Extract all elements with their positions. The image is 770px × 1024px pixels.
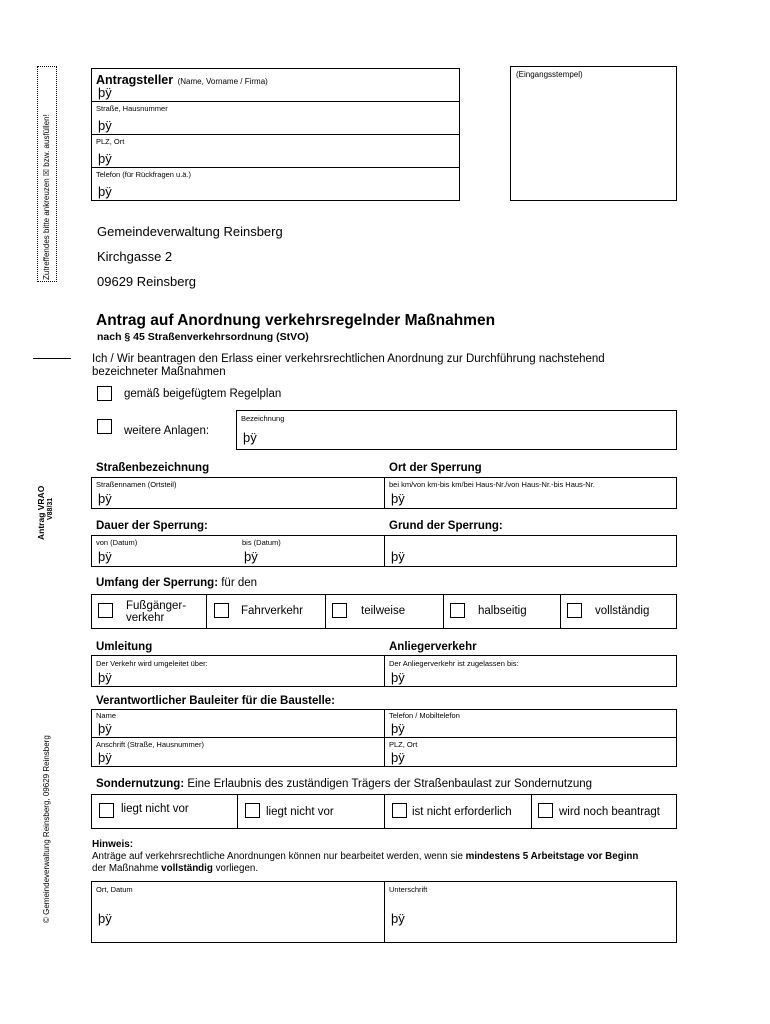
applicant-name-field[interactable]: þÿ — [98, 85, 112, 100]
location-label: bei km/von km-bis km/bei Haus-Nr./von Haus-Nr.-bis Haus-Nr. — [389, 480, 595, 489]
bezeichnung-label: Bezeichnung — [241, 414, 285, 423]
applicant-street-field[interactable]: þÿ — [98, 118, 112, 133]
scope-pedestrian-label-1: Fußgänger- — [126, 600, 187, 612]
special-title: Sondernutzung: Eine Erlaubnis des zuständigen Trägers der Straßenbaulast zur Sondernutzung — [96, 778, 593, 790]
recipient-line2: Kirchgasse 2 — [97, 249, 173, 264]
applicant-title: Antragsteller (Name, Vorname / Firma) — [96, 73, 268, 87]
manager-address-label: Anschrift (Straße, Hausnummer) — [96, 740, 204, 749]
manager-address-field[interactable]: þÿ — [98, 750, 112, 765]
location-field[interactable]: þÿ — [391, 491, 405, 506]
detour-field[interactable]: þÿ — [98, 670, 112, 685]
recipient-line1: Gemeindeverwaltung Reinsberg — [97, 224, 283, 239]
manager-phone-field[interactable]: þÿ — [391, 721, 405, 736]
scope-vehicle-label: Fahrverkehr — [241, 605, 303, 617]
from-label: von (Datum) — [96, 538, 138, 547]
scope-half-checkbox[interactable] — [450, 603, 465, 618]
phone-label: Telefon (für Rückfragen u.ä.) — [96, 170, 192, 179]
signature-field[interactable]: þÿ — [391, 911, 405, 926]
manager-city-field[interactable]: þÿ — [391, 750, 405, 765]
form-id: Antrag VRAO — [36, 485, 46, 540]
duration-title: Dauer der Sperrung: — [96, 520, 208, 532]
access-field[interactable]: þÿ — [391, 670, 405, 685]
stamp-box — [510, 66, 677, 201]
scope-title: Umfang der Sperrung: für den — [96, 577, 258, 589]
fold-mark — [33, 358, 71, 359]
bezeichnung-field[interactable]: þÿ — [243, 430, 257, 445]
stamp-label: (Eingangsstempel) — [516, 70, 583, 79]
location-section-title: Ort der Sperrung — [389, 462, 482, 474]
manager-name-label: Name — [96, 711, 117, 720]
detour-label: Der Verkehr wird umgeleitet über: — [96, 659, 208, 668]
special-opt2-checkbox[interactable] — [245, 803, 260, 818]
scope-full-checkbox[interactable] — [567, 603, 582, 618]
copyright-text: © Gemeindeverwaltung Reinsberg, 09629 Reinsberg — [42, 735, 51, 923]
recipient-line3: 09629 Reinsberg — [97, 274, 197, 289]
hint-line2: der Maßnahme vollständig vorliegen. — [92, 863, 259, 874]
intro-line2: bezeichneter Maßnahmen — [92, 366, 226, 378]
street-section-title: Straßenbezeichnung — [96, 462, 210, 474]
scope-full-label: vollständig — [595, 605, 650, 617]
scope-vehicle-checkbox[interactable] — [214, 603, 229, 618]
intro-line1: Ich / Wir beantragen den Erlass einer verkehrsrechtlichen Anordnung zur Durchführung nachstehend — [92, 353, 605, 365]
manager-title: Verantwortlicher Bauleiter für die Baustelle: — [96, 695, 336, 707]
page-subtitle: nach § 45 Straßenverkehrsordnung (StVO) — [97, 331, 309, 343]
applicant-phone-field[interactable]: þÿ — [98, 184, 112, 199]
manager-city-label: PLZ, Ort — [389, 740, 418, 749]
special-opt1-label: liegt nicht vor — [121, 803, 189, 815]
bezeichnung-box — [236, 410, 677, 450]
special-opt3-label: ist nicht erforderlich — [412, 806, 512, 818]
manager-name-field[interactable]: þÿ — [98, 721, 112, 736]
street-label: Straße, Hausnummer — [96, 104, 168, 113]
regelplan-checkbox[interactable] — [97, 386, 112, 401]
place-date-field[interactable]: þÿ — [98, 911, 112, 926]
hint-line1: Anträge auf verkehrsrechtliche Anordnungen können nur bearbeitet werden, wenn sie mindestens 5 Arbeitstage vor Beginn — [92, 851, 639, 862]
applicant-city-field[interactable]: þÿ — [98, 151, 112, 166]
regelplan-label: gemäß beigefügtem Regelplan — [124, 388, 282, 400]
access-label: Der Anliegerverkehr ist zugelassen bis: — [389, 659, 519, 668]
street-names-field[interactable]: þÿ — [98, 491, 112, 506]
detour-title: Umleitung — [96, 641, 153, 653]
reason-title: Grund der Sperrung: — [389, 520, 503, 532]
page-title: Antrag auf Anordnung verkehrsregelnder Maßnahmen — [96, 312, 496, 329]
street-names-label: Straßennamen (Ortsteil) — [96, 480, 177, 489]
manager-phone-label: Telefon / Mobiltelefon — [389, 711, 460, 720]
scope-partial-label: teilweise — [361, 605, 406, 617]
special-opt3-checkbox[interactable] — [392, 803, 407, 818]
from-field[interactable]: þÿ — [98, 549, 112, 564]
scope-pedestrian-checkbox[interactable] — [98, 603, 113, 618]
special-opt4-checkbox[interactable] — [538, 803, 553, 818]
reason-field[interactable]: þÿ — [391, 549, 405, 564]
signature-label: Unterschrift — [389, 885, 428, 894]
hint-title: Hinweis: — [92, 839, 134, 850]
to-label: bis (Datum) — [242, 538, 281, 547]
special-opt2-label: liegt nicht vor — [266, 806, 334, 818]
special-opt4-label: wird noch beantragt — [559, 806, 661, 818]
to-field[interactable]: þÿ — [244, 549, 258, 564]
scope-pedestrian-label-2: verkehr — [126, 612, 165, 624]
weitere-label: weitere Anlagen: — [124, 425, 210, 437]
access-title: Anliegerverkehr — [389, 641, 477, 653]
special-opt1-checkbox[interactable] — [99, 803, 114, 818]
form-version: V88/31 — [47, 497, 54, 520]
weitere-checkbox[interactable] — [97, 419, 112, 434]
scope-half-label: halbseitig — [478, 605, 527, 617]
city-label: PLZ, Ort — [96, 137, 125, 146]
instruction-text: Zutreffendes bitte ankreuzen ☒ bzw. ausfüllen! — [42, 114, 51, 280]
scope-partial-checkbox[interactable] — [332, 603, 347, 618]
place-date-label: Ort, Datum — [96, 885, 133, 894]
